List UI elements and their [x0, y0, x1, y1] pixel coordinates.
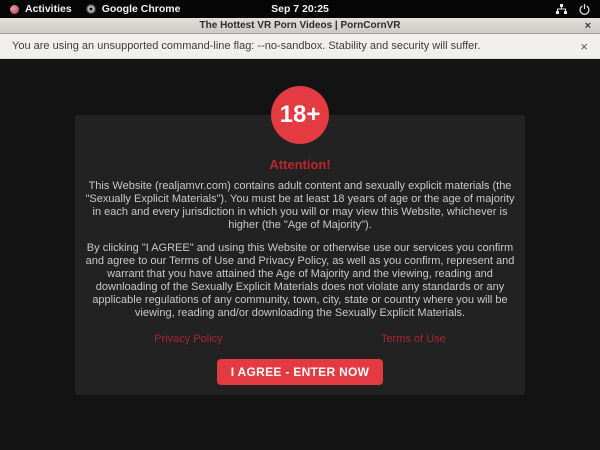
- age-verification-modal: [75, 101, 525, 395]
- screen-record-indicator-icon: [10, 5, 19, 14]
- window-titlebar: [0, 18, 600, 34]
- activities-button[interactable]: [10, 3, 72, 15]
- chrome-infobar: [0, 34, 600, 59]
- clock[interactable]: Sep 7 20:25: [271, 3, 329, 15]
- system-top-bar: [0, 0, 600, 18]
- infobar-message: You are using an unsupported command-line flag: --no-sandbox. Stability and security will suffer.: [12, 40, 481, 52]
- attention-heading: Attention!: [269, 157, 331, 172]
- window-title: The Hottest VR Porn Videos | PornCornVR: [199, 20, 401, 31]
- infobar-close-icon[interactable]: ×: [580, 38, 588, 54]
- disclaimer-paragraph-1: This Website (realjamvr.com) contains adult content and sexually explicit materials (the "Sexually Explicit Materials"). You must be at least 18 years of age or the age of majority in each and every jurisdiction in which you will or may view this Website, whichever is higher (the "Age of Majority").: [85, 180, 515, 231]
- legal-links-row: [75, 333, 525, 345]
- window-close-icon[interactable]: ×: [584, 20, 591, 32]
- power-icon[interactable]: [579, 4, 590, 15]
- chrome-icon: [86, 4, 96, 14]
- disclaimer-paragraph-2: By clicking "I AGREE" and using this Website or otherwise use our services you confirm and agree to our Terms of Use and Privacy Policy, as well as you confirm, represent and warrant that you have attained the Age of Majority and the viewing, reading and downloading of the Sexually Explicit Materials does not violate any standards or any applicable regulations of any community, town, city, state or country where you will be viewing, reading and/or downloading the Sexually Explicit Materials.: [85, 242, 515, 319]
- terms-of-use-link[interactable]: Terms of Use: [381, 333, 446, 345]
- activities-label: Activities: [25, 3, 72, 15]
- privacy-policy-link[interactable]: Privacy Policy: [154, 333, 223, 345]
- page-background: [0, 59, 600, 450]
- wired-network-icon[interactable]: [556, 4, 567, 15]
- focused-app-menu[interactable]: [86, 3, 181, 15]
- age-18-badge: 18+: [271, 86, 329, 144]
- agree-enter-button[interactable]: I AGREE - ENTER NOW: [217, 359, 384, 385]
- focused-app-label: Google Chrome: [101, 3, 181, 15]
